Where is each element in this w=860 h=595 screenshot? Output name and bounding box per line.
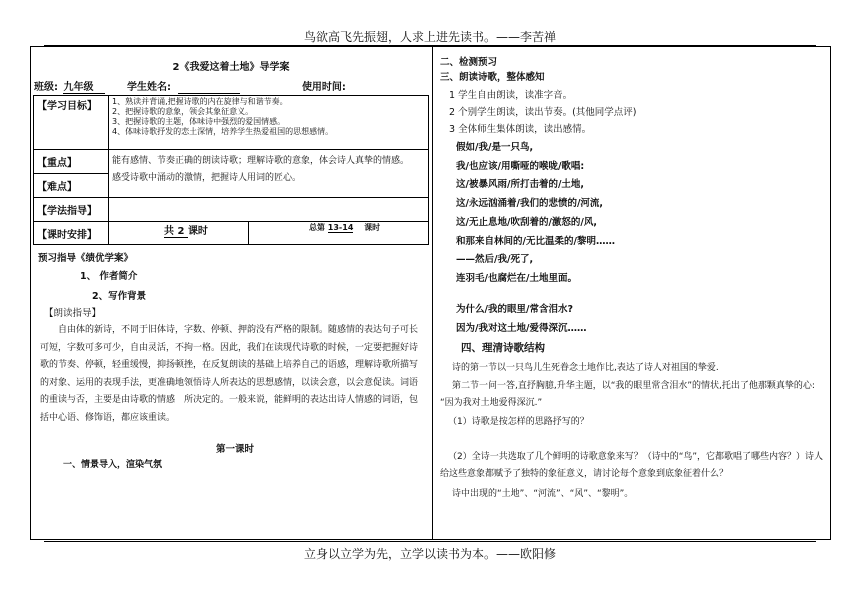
student-name-label: 学生姓名: — [126, 82, 171, 93]
overall-value: 13-14 — [327, 223, 354, 232]
poem-block — [456, 139, 615, 289]
student-name-blank[interactable] — [178, 82, 240, 94]
preview-heading: 预习指导《绩优学案》 — [38, 253, 134, 264]
poem-line: 和那来自林间的/无比温柔的/黎明…… — [456, 235, 615, 247]
objective-label: 【学习目标】 — [34, 96, 109, 150]
info-table — [33, 95, 429, 245]
question-1: （1）诗歌是按怎样的思路抒写的？ — [448, 417, 589, 427]
section-intro: 一、情景导入，渲染气氛 — [63, 460, 163, 470]
reading-step-3: 3 全体师生集体朗读，读出感情。 — [449, 124, 592, 135]
poem-line: 假如/我/是一只鸟, — [456, 142, 534, 153]
difficulty-text: 感受诗歌中涌动的激情，把握诗人用词的匠心。 — [112, 173, 302, 183]
poem-line: 连羽毛/也腐烂在/土地里面。 — [456, 272, 577, 284]
use-time-label: 使用时间: — [301, 82, 346, 93]
key-difficulty-cell — [109, 150, 429, 198]
schedule-cell — [109, 222, 429, 245]
reading-step-1: 1 学生自由朗读，读准字音。 — [449, 90, 573, 101]
overall-suffix: 课时 — [364, 223, 381, 232]
class-label: 班级: — [34, 82, 58, 93]
first-lesson-heading: 第一课时 — [215, 444, 254, 455]
section-check-preview: 二、检测预习 — [440, 57, 498, 68]
poem-line: ——然后/我/死了, — [456, 254, 534, 266]
poem-line: 这/永远汹涌着/我们的悲愤的/河流, — [456, 198, 604, 210]
reading-paragraph: 自由体的新诗，不同于旧体诗，字数、停顿、押韵没有严格的限制。随感情的表达句子可长可短，字数可多可少，自由灵活，不拘一格。因此，我们在读现代诗歌的时候，一定要把握好诗歌的节奏、停顿，轻重缓慢，抑扬顿挫，在反复朗读的基础上培养自己的语感，理解诗歌所描写的对象、运用的表现手法，更准确地领悟诗人所表达的思想感情，以读会意，以会意促读。词语的重读与否，主要是由诗歌的情感 所决定的。一般来说，能鲜明的表达出诗人情感的词语，包括中心语、修饰语，都应该重读。 — [40, 325, 419, 423]
preview-item-background: 2、写作背景 — [92, 291, 147, 302]
question-2: （2）全诗一共选取了几个鲜明的诗歌意象来写？（诗中的“鸟”，它都歌唱了哪些内容？）诗人给这些意象都赋予了独特的象征意义，请讨论每个意象到底象征着什么？ — [440, 452, 824, 479]
structure-para-2: 第二节一问一答,直抒胸臆,升华主题，以“我的眼里常含泪水”的情状,托出了他那颗真挚的心: “因为我对土地爱得深沉.” — [440, 381, 815, 408]
objective-item: 1、熟读并背诵,把握诗歌的内在旋律与和谐节奏。 — [112, 97, 288, 106]
class-value: 九年级 — [63, 78, 105, 94]
footer-quote: 立身以立学为先，立学以读书为本。——欧阳修 — [303, 547, 556, 561]
objective-item: 4、体味诗歌抒发的恋土深情，培养学生热爱祖国的思想感情。 — [112, 127, 334, 136]
info-bar — [34, 78, 346, 94]
section-reading: 三、朗读诗歌，整体感知 — [440, 72, 545, 83]
schedule-label: 【课时安排】 — [34, 222, 109, 245]
section-structure: 四、理清诗歌结构 — [461, 342, 545, 354]
total-value: 2 — [177, 226, 185, 237]
reading-heading: 【朗读指导】 — [44, 308, 102, 319]
poem-line: 为什么/我的眼里/常含泪水? — [456, 304, 573, 315]
method-label: 【学法指导】 — [34, 198, 109, 222]
poem-stanza-two — [456, 300, 586, 338]
poem-line: 这/被暴风雨/所打击着的/土地, — [456, 179, 585, 191]
total-lessons — [109, 222, 249, 244]
imagery-text: 诗中出现的“土地”、“河流”、“风”、“黎明”。 — [452, 489, 634, 499]
total-suffix: 课时 — [187, 226, 208, 237]
poem-line: 因为/我对这土地/爱得深沉…… — [456, 323, 587, 334]
reading-step-2: 2 个别学生朗读，读出节奏。(其他同学点评) — [449, 107, 637, 118]
objective-item: 3、把握诗歌的主题，体味诗中强烈的爱国情感。 — [112, 117, 286, 126]
footer-rule — [44, 541, 816, 542]
difficulty-label: 【难点】 — [34, 174, 109, 198]
key-text: 能有感情、节奏正确的朗读诗歌；理解诗歌的意象，体会诗人真挚的情感。 — [112, 156, 410, 166]
objective-cell — [109, 96, 429, 150]
method-cell — [109, 198, 429, 222]
header-quote: 鸟欲高飞先振翅，人求上进先读书。——李苦禅 — [303, 30, 556, 44]
page-title: 2《我爱这着土地》导学案 — [172, 62, 290, 73]
total-prefix: 共 — [164, 226, 174, 237]
overall-lessons — [249, 222, 380, 244]
poem-line: 我/也应该/用嘶哑的喉咙/歌唱: — [456, 160, 585, 172]
overall-prefix: 总第 — [309, 223, 325, 232]
objective-item: 2、把握诗歌的意象，领会其象征意义。 — [112, 107, 254, 116]
preview-item-author: 1、 作者简介 — [80, 271, 138, 282]
poem-line: 这/无止息地/吹刮着的/激怒的/风, — [456, 216, 597, 228]
key-label: 【重点】 — [34, 150, 109, 174]
column-divider — [432, 46, 433, 540]
structure-para-1: 诗的第一节以一只鸟儿生死眷念土地作比,表达了诗人对祖国的挚爱. — [452, 363, 719, 373]
